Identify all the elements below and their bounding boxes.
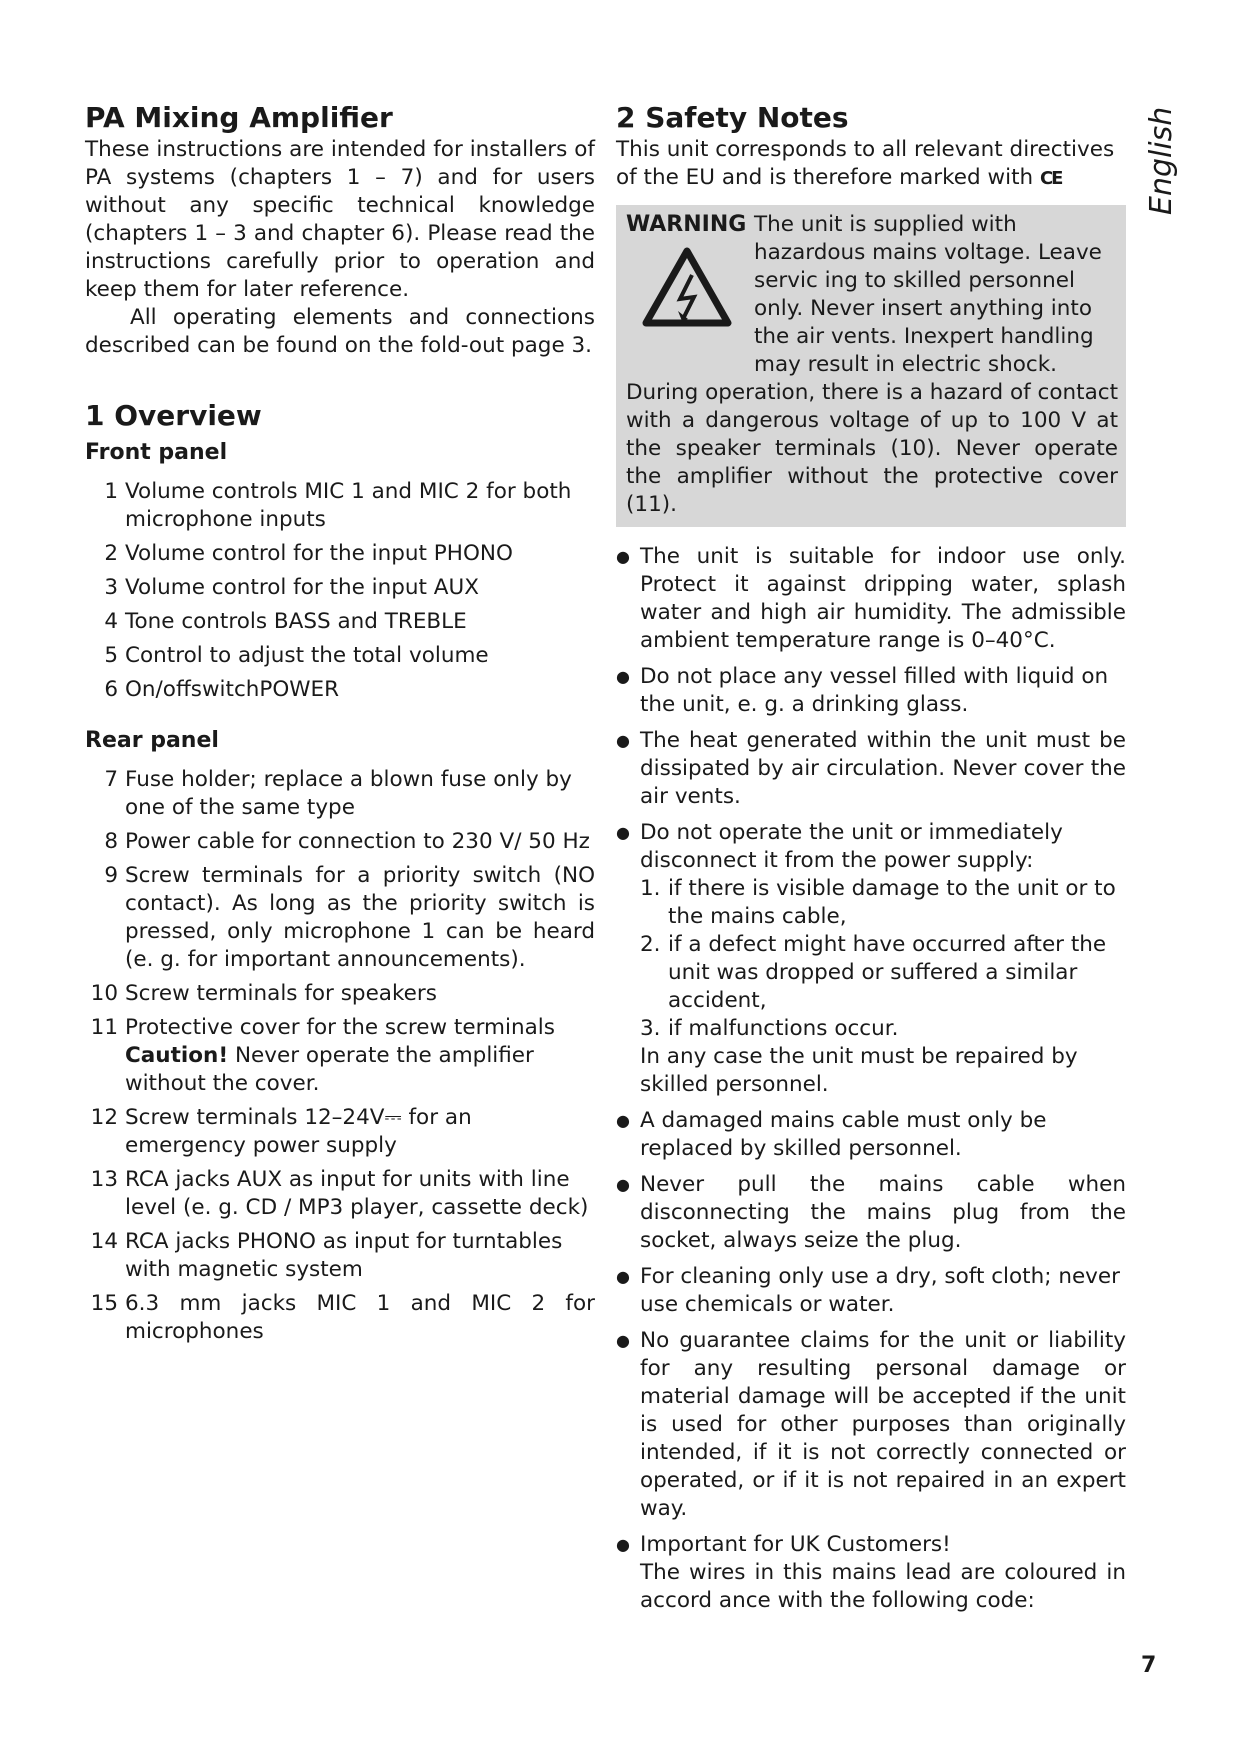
uk-customers-text: The wires in this mains lead are coloured in accord ance with the following code: [640,1560,1126,1613]
list-item: ● The unit is suitable for indoor use only. Protect it against dripping water, splash water and high air humidity. The admissible ambient temperature range is 0–40°C. [616,543,1126,655]
sub-list-item: 3. if malfunctions occur. [640,1016,899,1041]
overview-heading: 1 Overview [85,399,262,432]
front-panel-heading: Front panel [85,440,228,465]
sub-list-item: 1. if there is visible damage to the unit or to the mains cable, [640,876,1116,929]
list-item: 5 Control to adjust the total volume [104,643,489,668]
list-item: 2 Volume control for the input PHONO [104,541,513,566]
list-item: 9 Screw terminals for a priority switch (NO contact). As long as the priority switch is pressed, only microphone 1 can be heard (e. g. for important announcements). [104,863,595,972]
list-item: 12 Screw terminals 12–24V⎓ for an emergency power supply [90,1105,472,1158]
safety-heading: 2 Safety Notes [616,101,849,134]
page-number: 7 [1141,1653,1157,1678]
language-tab [1142,106,1182,230]
rear-panel-list [85,766,595,1346]
warning-box [616,205,1126,527]
left-column [85,100,595,1352]
document-title: PA Mixing Amplifier [85,101,393,134]
list-item: 13 RCA jacks AUX as input for units with line level (e. g. CD / MP3 player, cassette deck) [90,1167,589,1220]
list-item: ● The heat generated within the unit must be dissipated by air circulation. Never cover the air vents. [616,727,1126,811]
warning-text-2: During operation, there is a hazard of contact with a dangerous voltage of up to 100 V at the speaker terminals (10). Never operate the amplifier without the protective cover (11). [626,380,1118,517]
list-item: ● Never pull the mains cable when disconnecting the mains plug from the socket, always seize the plug. [616,1171,1126,1255]
rear-panel-heading: Rear panel [85,728,219,753]
list-item: 8 Power cable for connection to 230 V/ 50 Hz [104,829,590,854]
sub-list-note: In any case the unit must be repaired by skilled personnel. [640,1044,1078,1097]
list-item: ● Do not place any vessel filled with liquid on the unit, e. g. a drinking glass. [616,663,1126,719]
list-item: 6 On/offswitchPOWER [104,677,340,702]
list-item: 14 RCA jacks PHONO as input for turntables with magnetic system [90,1229,563,1282]
right-column [616,100,1126,1623]
safety-bullets [616,543,1126,1615]
intro-paragraph-2: All operating elements and connections described can be found on the fold-out page 3. [85,305,595,358]
list-item: ● No guarantee claims for the unit or liability for any resulting personal damage or material damage will be accepted if the unit is used for other purposes than originally intended, if it is not correctly connected or operated, or if it is not repaired in an expert way. [616,1327,1126,1523]
list-item: 3 Volume control for the input AUX [104,575,479,600]
warning-label: WARNING [626,212,747,237]
high-voltage-warning-icon [642,247,754,335]
list-item: 4 Tone controls BASS and TREBLE [104,609,467,634]
caution-label: Caution! [125,1043,229,1068]
intro-paragraph: These instructions are intended for installers of PA systems (chapters 1 – 7) and for users without any specific technical knowledge (chapters 1 – 3 and chapter 6). Please read the instructions carefully prior to operation and keep them for later reference. [85,137,595,302]
list-item: ● For cleaning only use a dry, soft cloth; never use chemicals or water. [616,1263,1126,1319]
list-item: 7 Fuse holder; replace a blown fuse only by one of the same type [104,767,572,820]
safety-intro: This unit corresponds to all relevant directives of the EU and is therefore marked with CE [616,137,1115,190]
sub-list-item: 2. if a defect might have occurred after the unit was dropped or suffered a similar accident, [640,932,1107,1013]
sub-list [640,875,1126,1043]
list-item: ● Do not operate the unit or immediately disconnect it from the power supply: 1. if there is visible damage to the unit or to the mains cable, 2. if a defect might have occurred after the unit was dropped or suffered a similar accident, 3. if malfunctions occur. In any case the unit must be repaired by skilled personnel. [616,819,1126,1099]
warning-text: The unit is supplied with hazardous mains voltage. Leave servic ing to skilled personnel only. Never insert anything into the air vents. Inexpert handling may result in electric shock. [754,212,1102,377]
list-item: 10 Screw terminals for speakers [90,981,437,1006]
language-label: English [1144,106,1179,215]
list-item: 11 Protective cover for the screw terminals Caution! Never operate the amplifier without the cover. [90,1015,555,1096]
list-item: 15 6.3 mm jacks MIC 1 and MIC 2 for microphones [90,1291,595,1344]
uk-customers-heading: Important for UK Customers! [640,1532,951,1557]
list-item: 1 Volume controls MIC 1 and MIC 2 for both microphone inputs [104,479,572,532]
list-item [616,1531,1126,1615]
list-item: ● A damaged mains cable must only be replaced by skilled personnel. [616,1107,1126,1163]
front-panel-list [85,478,595,704]
ce-mark: CE [1039,168,1062,189]
